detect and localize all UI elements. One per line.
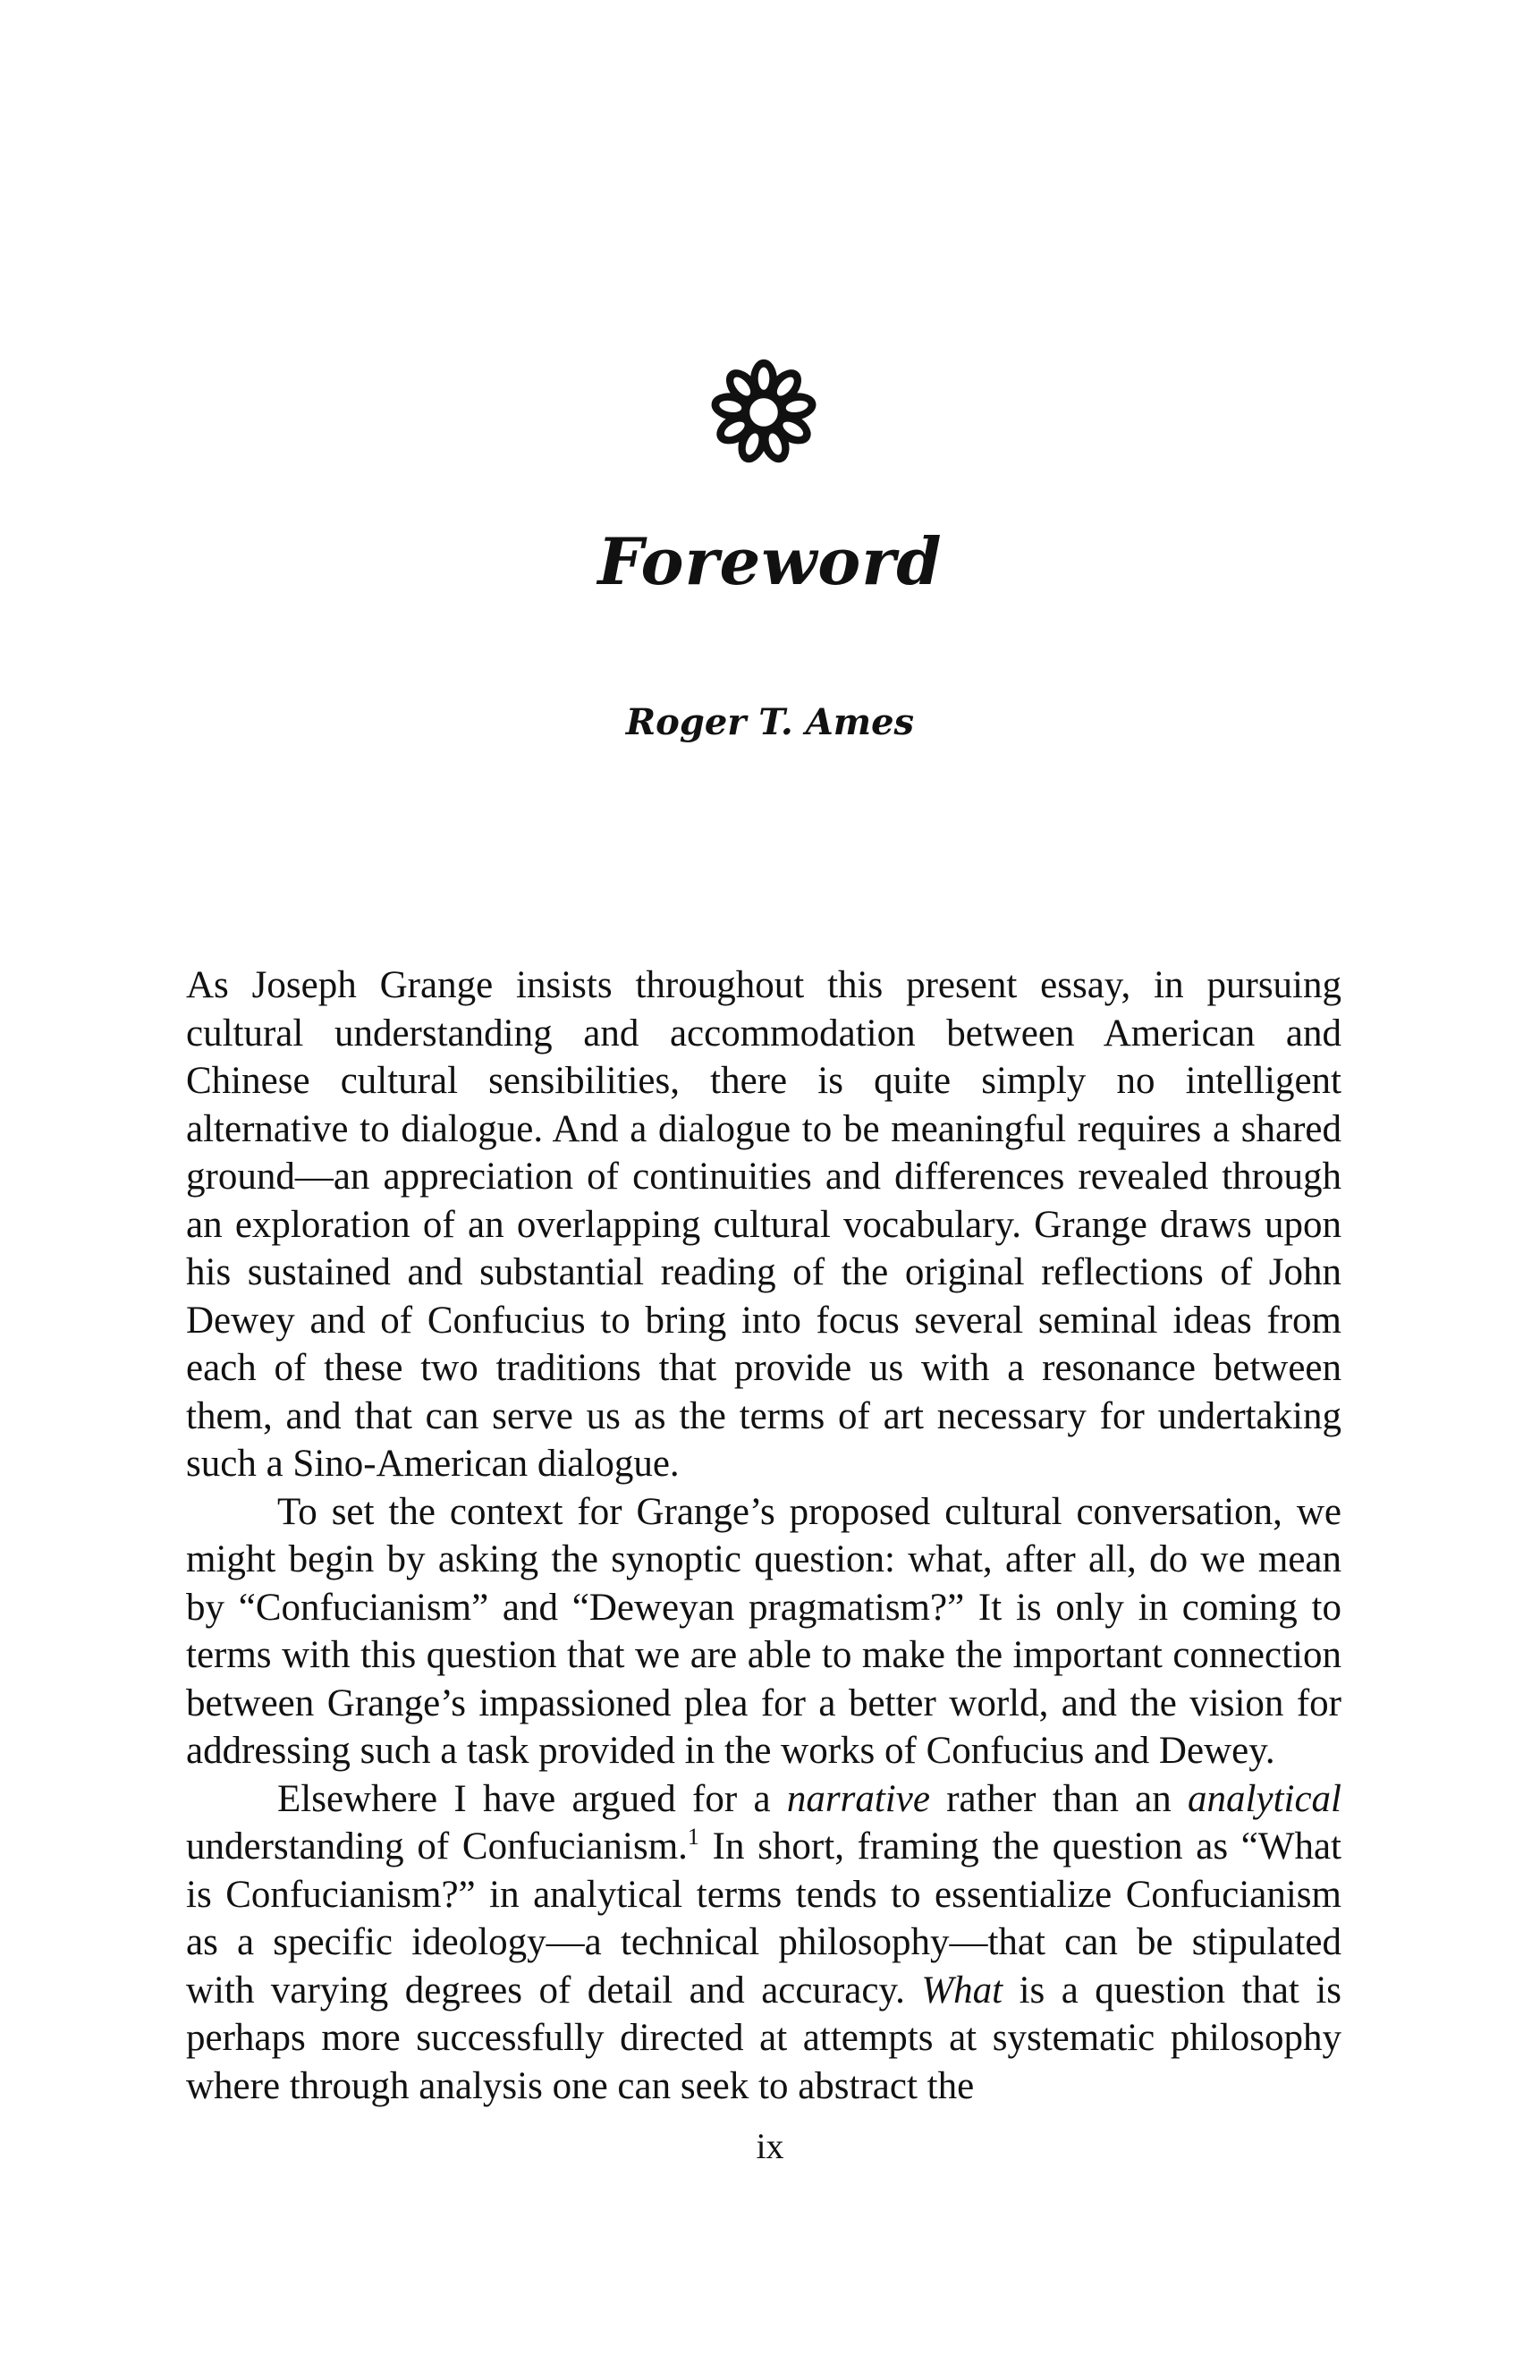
paragraph-3-text: is a question that is perhaps more successfully directed at attempts at systematic philosophy where through analysis one can seek to abstract the	[186, 1969, 1342, 2107]
emphasis-analytical: analytical	[1188, 1777, 1342, 1820]
emphasis-what: What	[921, 1969, 1003, 2012]
paragraph-1: As Joseph Grange insists throughout this present essay, in pursuing cultural understanding and accommodation between American and Chinese cultural sensibilities, there is quite simply no intelligent alternative to dialogue. And a dialogue to be meaningful requires a shared ground—an appreciation of continuities and differences revealed through an exploration of an overlapping cultural vocabulary. Grange draws upon his sustained and substantial reading of the original reflections of John Dewey and of Confucius to bring into focus several seminal ideas from each of these two traditions that provide us with a resonance between them, and that can serve us as the terms of art necessary for undertaking such a Sino-American dialogue.	[186, 964, 1341, 1485]
paragraph-3-text: rather than an	[929, 1777, 1189, 1820]
chapter-title: Foreword	[597, 523, 943, 599]
author-name: Roger T. Ames	[625, 701, 915, 743]
footnote-reference[interactable]: 1	[687, 1824, 699, 1850]
paragraph-3	[186, 1775, 1341, 2111]
emphasis-narrative: narrative	[786, 1777, 930, 1820]
flower-ornament-icon	[707, 356, 820, 469]
paragraph-2: To set the context for Grange’s proposed cultural conversation, we might begin by asking the synoptic question: what, after all, do we mean by “Confucianism” and “Deweyan pragmatism?” It is only in coming to terms with this question that we are able to make the important connection between Grange’s impassioned plea for a better world, and the vision for addressing such a task provided in the works of Confucius and Dewey.	[186, 1490, 1341, 1772]
page-number: ix	[756, 2126, 784, 2166]
body-text	[186, 961, 1341, 2110]
paragraph-3-text: In short, framing the question as “What is Confucianism?” in analytical terms tends to essentialize Confucianism as a specific ideology—a technical philosophy—that can be stipulated with varying degrees of detail and accuracy.	[186, 1825, 1341, 2012]
paragraph-3-text: Elsewhere I have argued for a	[277, 1777, 787, 1820]
paragraph-3-text: understanding of Confucianism.	[186, 1825, 688, 1868]
